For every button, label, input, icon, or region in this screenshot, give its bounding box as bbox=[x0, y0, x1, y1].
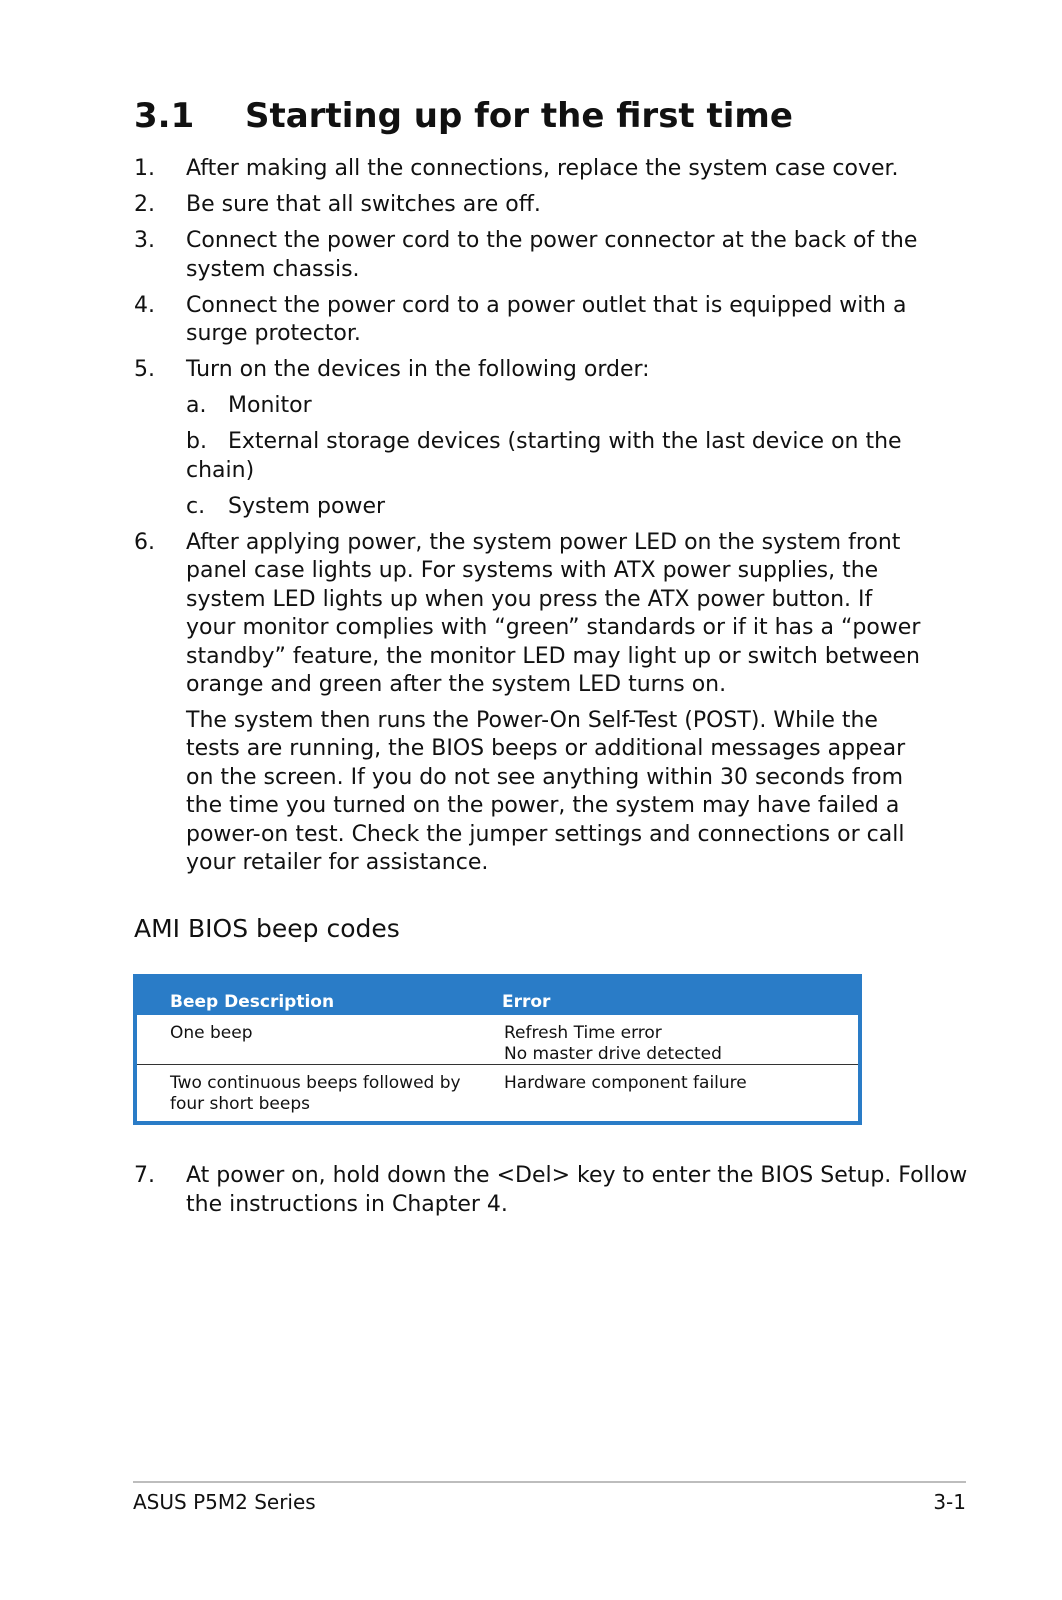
list-item bbox=[134, 529, 924, 878]
substep-item bbox=[186, 392, 924, 421]
substep-text: External storage devices (starting with the last device on the chain) bbox=[186, 429, 902, 483]
step-text: Connect the power cord to a power outlet that is equipped with a surge protector. bbox=[186, 292, 907, 346]
substep-item bbox=[186, 428, 924, 485]
step-number: 3. bbox=[134, 228, 155, 253]
beep-codes-table bbox=[133, 974, 862, 1125]
step-text: After making all the connections, replace the system case cover. bbox=[186, 156, 899, 181]
step-text: Connect the power cord to the power connector at the back of the system chassis. bbox=[186, 228, 918, 282]
table-cell-description: Two continuous beeps followed by four short beeps bbox=[170, 1073, 461, 1114]
section-title-text: Starting up for the first time bbox=[245, 96, 793, 136]
substep-text: System power bbox=[228, 493, 386, 519]
table-header-row bbox=[137, 978, 858, 1015]
step-text: Be sure that all switches are off. bbox=[186, 192, 541, 217]
footer-page-number: 3-1 bbox=[933, 1490, 966, 1514]
table-cell-error: Hardware component failure bbox=[504, 1073, 747, 1093]
table-cell-error: Refresh Time error bbox=[504, 1023, 662, 1043]
substep-letter: a. bbox=[186, 393, 207, 418]
startup-steps-list bbox=[134, 155, 924, 885]
post-paragraph: The system then runs the Power-On Self-Test (POST). While the tests are running, the BIOS beeps or additional messages appear on the screen. If you do not see anything within 30 seconds from the time you turned on the power, the system may have failed a power-on test. Check the jumper settings and connections or call your retailer for assistance. bbox=[186, 707, 906, 875]
table-cell-description: One beep bbox=[170, 1023, 253, 1043]
table-row bbox=[137, 1015, 858, 1065]
list-item bbox=[134, 292, 924, 349]
step-number: 5. bbox=[134, 357, 155, 382]
list-item bbox=[134, 356, 924, 521]
step-text: At power on, hold down the <Del> key to enter the BIOS Setup. Follow the instructions in Chapter 4. bbox=[186, 1163, 968, 1217]
step-number: 6. bbox=[134, 529, 155, 555]
footer-product-name: ASUS P5M2 Series bbox=[133, 1490, 316, 1514]
substep-letter: b. bbox=[186, 429, 207, 454]
list-item bbox=[134, 155, 924, 184]
column-header-description: Beep Description bbox=[170, 992, 335, 1012]
section-heading: AMI BIOS beep codes bbox=[134, 914, 400, 943]
substep-letter: c. bbox=[186, 493, 206, 519]
substep-text: Monitor bbox=[228, 393, 312, 418]
page-title bbox=[134, 96, 793, 136]
list-item bbox=[134, 191, 924, 220]
section-number: 3.1 bbox=[134, 96, 195, 136]
substep-item bbox=[186, 493, 924, 522]
step-number: 2. bbox=[134, 192, 155, 217]
step-text: Turn on the devices in the following order: bbox=[186, 357, 650, 382]
step-text: After applying power, the system power LED on the system front panel case lights up. For systems with ATX power supplies, the system LED lights up when you press the ATX power button. If your monitor complies with “green” standards or if it has a “power standby” feature, the monitor LED may light up or switch between orange and green after the system LED turns on. bbox=[186, 529, 921, 697]
column-header-error: Error bbox=[502, 992, 551, 1012]
list-item bbox=[134, 227, 924, 284]
step-number: 4. bbox=[134, 292, 155, 318]
list-item bbox=[134, 1162, 976, 1219]
footer-divider bbox=[133, 1481, 966, 1483]
step-number: 1. bbox=[134, 156, 155, 181]
table-cell-error: No master drive detected bbox=[504, 1044, 722, 1064]
step-number: 7. bbox=[134, 1163, 155, 1188]
